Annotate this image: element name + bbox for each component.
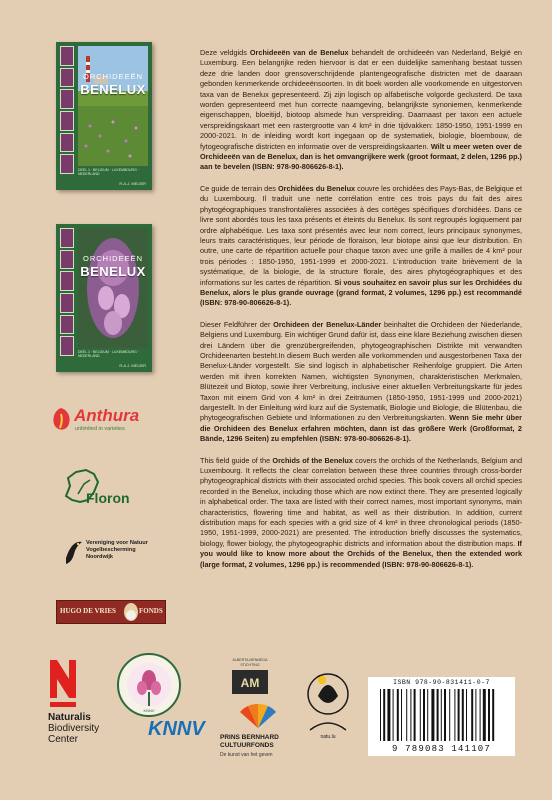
alberta-line-1: ALBERTA MENNEGA (232, 658, 268, 662)
body-text: behandelt de orchideeën van Nederland, België en Luxemburg. Een belangrijke reden hiervoor is dat er een duidelijke samenhang bestaat tussen deze drie landen door grensoverschrijdende plantengeografische districten met de daaraan gebonden kenmerkende orchideeënsoorten. In dit boek worden alle voorkomende en uitgestorven taxa van de Benelux gepresenteerd. Zij zijn logisch op alfabetische volgorde geclusterd. De taxa worden gepresenteerd met hun correcte naamgeving, belangrijkste synoniemen, kenmerkende eigenschappen, bloeitijd, biotoop alsmede hun verspreiding. Daarnaast per taxon een actuele verspreidingskaart met een rastergrootte van 4 km² in drie tijdvakken: 1850-1950, 1951-1999 en 2000-2021. In de inleiding wordt kort ingegaan op de systematiek, biologie, bloembouw, de fytogeografische districten en informatie over de verspreidingskaarten. (200, 48, 522, 151)
book-series-line: DEEL 1 · BELGIUM · LUXEMBOURG · NEDERLAND (78, 168, 139, 176)
paragraph-german (200, 320, 522, 445)
naturalis-n-icon (50, 660, 76, 708)
meadow-lighthouse-image (78, 46, 148, 166)
anthura-tagline: unlimited in varieties (75, 426, 125, 432)
book-cover-1 (56, 42, 152, 190)
prins-line-2: CULTUURFONDS (220, 742, 274, 749)
book-author: R.A.J. MEIJER (119, 181, 146, 186)
svg-text:AM: AM (240, 676, 260, 690)
barcode-digits: 9 789083 141107 (391, 744, 491, 754)
book-series-line: DEEL 1 · BELGIUM · LUXEMBOURG · NEDERLAND (78, 350, 139, 358)
naturalis-line-3: Center (48, 734, 79, 745)
body-text: Deze veldgids (200, 48, 250, 57)
vereniging-line-2: Vogelbescherming (86, 547, 136, 553)
hugo-name-right: FONDS (139, 607, 163, 615)
hugo-name-left: HUGO DE VRIES (60, 607, 116, 615)
prins-line-1: PRINS BERNHARD (220, 734, 279, 741)
vereniging-logo (62, 536, 172, 572)
book-title-main: BENELUX (80, 82, 146, 97)
thumbnail-strip (60, 46, 74, 174)
natura-logo (300, 666, 356, 746)
bold-text: If you would like to know more about the Orchids of the Benelux, then the extended work (large format, 2 volumes, 1296 pp.) is recommended (ISBN: 978-90-806626-8-1). (200, 538, 522, 569)
bold-text: Orchidées du Benelux (278, 183, 356, 193)
knnv-text: KNNV (148, 718, 205, 740)
alberta-emblem-icon (232, 670, 268, 694)
thumbnail-strip (60, 228, 74, 356)
bold-text: Orchids of the Benelux (272, 455, 353, 465)
hugo-de-vries-logo (56, 600, 166, 624)
body-text: This field guide of the (200, 455, 273, 465)
book-title-top: ORCHIDEEËN (82, 254, 143, 263)
bold-text: Orchideen der Benelux-Länder (273, 319, 382, 329)
orchid-image (78, 228, 148, 348)
book-author: R.A.J. MEIJER (119, 363, 146, 368)
anthurium-icon (50, 406, 72, 432)
alberta-line-2: STICHTING (240, 662, 260, 667)
werkgroep-logo (116, 652, 182, 718)
naturalis-logo (48, 660, 118, 760)
body-text: beinhaltet die Orchideen der Niederlande, Belgiens und Luxemburg. Ein wichtiger Grund dafür ist, dass eine klare Beziehung zwischen diesen drei Ländern über die grenzübergreifenden, phytogeographischen Distrikte mit verwandten Orchideenarten besteht.In diesem Buch werden alle vorkommenden und ausgestorbenen Taxa der Benelux-Länder vorgestellt. Sie sind logisch in alphabetischer Reihenfolge gruppiert. Die Arten werden mit ihren korrekten Namen, wichtigsten Synonymen, charakteristischen Merkmalen, Blütezeit und Biotop, sowie ihrer Verbreitung, inclusive einer aktuellen Verbreitungskarte für jedes Taxon mit einem Grid von 4 km² in drei Zeiträumen (1850-1950, 1951-1999 und 2000-2021) dargestellt. In der Einleitung wird kurz auf die Systematik, Biologie und Biologie, die Blütenbau, die phytogeografischen Gebiete und Informationen zu den Verbreitungskarten. (200, 319, 522, 423)
barcode-bars (380, 689, 503, 741)
floron-name: Floron (86, 490, 130, 506)
anthura-logo (50, 404, 170, 440)
book-title-main: BENELUX (80, 264, 146, 279)
prins-tagline: De kunst van het geven (220, 752, 273, 758)
body-text: couvre les orchidées des Pays-Bas, de Belgique et du Luxembourg. Il traduit une nette corrélation entre ces trois pays du fait des aires phytogéographiques transfrontalières associées à des cortèges spécifiques d'orchidées. Dans ce livre sont abordés tous les taxa présents et éteints du Benelux. Ils sont regroupés logiquement par ordre alphabétique. Les taxa sont présentés avec leur nom correct, leurs principaux synonymes, leurs traits caractéristiques, leur période de floraison, leur biotope ainsi que leur distribution. En outre, une carte de répartition actuelle pour chaque taxon avec une grille à mailles de 4 km² pour trois périodes : 1850-1950, 1951-1999 et 2000-2021. L'introduction traite brièvement de la systématique, de la biologie, de la structure florale, des aires phytogéographiques et des informations sur les cartes de répartition. (200, 183, 522, 287)
alberta-mennega-logo (228, 658, 272, 702)
vereniging-line-1: Vereniging voor Natuur (86, 540, 148, 546)
knnv-logo (148, 718, 205, 744)
paragraph-french (200, 184, 522, 309)
portrait-icon (123, 602, 139, 622)
floron-logo (60, 466, 160, 516)
anthura-name: Anthura (74, 406, 140, 425)
barcode (368, 677, 515, 756)
bold-text: Wilt u meer weten over de Orchideeën van de Benelux, dan is het omvangrijkere werk (groot formaat, 2 delen, 1296 pp.) aan te bevelen (ISBN: 978-90-806626-8-1). (200, 141, 522, 172)
book-title-top: ORCHIDEEËN (82, 72, 143, 81)
fan-icon (238, 704, 278, 730)
description-text (200, 48, 522, 581)
paragraph-english (200, 456, 522, 570)
book-cover-2 (56, 224, 152, 372)
werkgroep-sub: KNNV (143, 708, 155, 713)
natura-bottom: natu.lu (320, 734, 336, 740)
isbn-label: ISBN 978-90-831411-0-7 (393, 679, 490, 686)
body-text: Dieser Feldführer der (200, 319, 274, 329)
naturalis-line-2: Biodiversity (48, 723, 100, 734)
naturalis-line-1: Naturalis (48, 712, 91, 723)
vereniging-line-3: Noordwijk (86, 554, 114, 560)
body-text: Ce guide de terrain des (200, 183, 278, 193)
bold-text: Si vous souhaitez en savoir plus sur les Orchidées du Benelux, alors le plus grande ouvrage (grand format, 2 volumes, 1296 pp.) est recommandé (ISBN: 978-90-806626-8-1). (200, 277, 522, 308)
bold-text: Orchideeën van de Benelux (249, 48, 349, 57)
paragraph-dutch (200, 48, 522, 173)
bird-icon (62, 536, 84, 566)
prins-bernhard-logo (220, 704, 310, 764)
body-text: covers the orchids of the Netherlands, Belgium and Luxembourg. It reflects the clear correlation between these three countries through cross-border phytogeographical districts with their associated orchid species. This book covers all orchid species recorded in the Benelux, including those which are now extinct there. They are presented logically in alphabetical order. The taxa are listed with their correct names, most important synonyms, main characteristics, flowering time and habitat, as well as their distribution. In addition, current distribution maps for each species with a grid size of 4 km² in three chronological periods (1850-1950, 1951-1999, 2000-2021) are presented. The introduction briefly discusses the systematics, biology, flower biology, the phytogeographic districts and information about the distribution maps. (200, 455, 523, 548)
bold-text: Wenn Sie mehr über die Orchideen des Benelux erfahren möchten, dann ist das größere Werk (Großformat, 2 Bände, 1296 Seiten) zu empfehlen (ISBN: 978-90-806626-8-1). (200, 413, 522, 444)
